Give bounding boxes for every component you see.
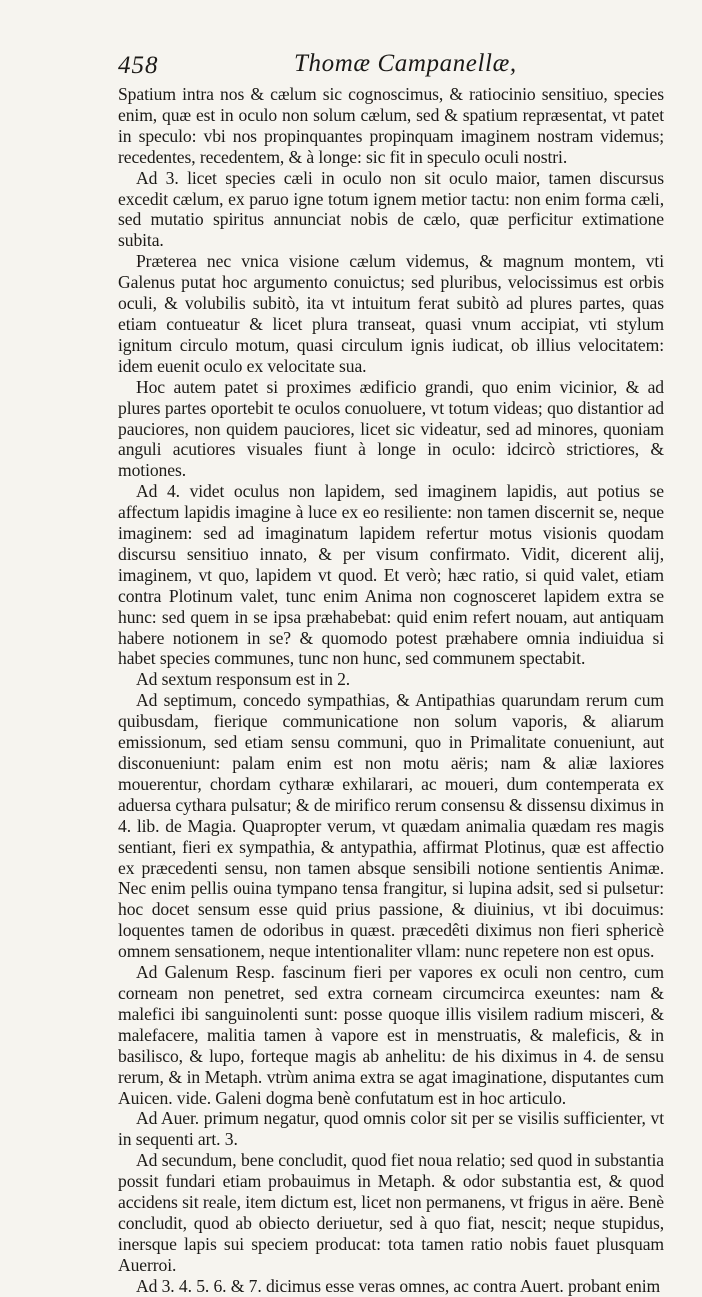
paragraph-ad-sextum: Ad sextum responsum est in 2.: [136, 669, 351, 690]
paragraph-ad-secundum: Ad secundum, bene concludit, quod fiet noua relatio; sed quod in substantia possit fundari etiam probauimus in Metaph. & odor substantia est, & quod accidens sit reale, item dictum est, licet non permanens, vt frigus in aëre. Benè concludit, quod ab obiecto deriuetur, sed à quo fiat, nescit; neque stupidus, inersque lapis sui speciem producat: tota tamen ratio nobis fauet plusquam Auerroi.: [118, 1150, 664, 1275]
text-body: [118, 84, 664, 1297]
running-title: Thomæ Campanellæ,: [294, 50, 517, 77]
paragraph-ad-4: Ad 4. videt oculus non lapidem, sed imaginem lapidis, aut potius se affectum lapidis imagine à luce ex eo resiliente: non tamen discernit se, neque imaginem: sed ad imaginatum lapidem refertur motus visionis quodam discursu sensitiuo innato, & per visum confirmato. Vidit, dicerent alij, imaginem, vt quo, lapidem vt quod. Et verò; hæc ratio, si quid valet, etiam contra Plotinum valet, tunc enim Anima non cognosceret lapidem extra se hunc: sed quem in se ipsa præhabebat: quid enim refert nouam, aut antiquam habere notionem in se? & quomodo potest præhabere omnia indiuidua si habet species communes, tunc non hunc, sed communem spectabit.: [118, 481, 664, 669]
paragraph-ad-auer: Ad Auer. primum negatur, quod omnis color sit per se visilis sufficienter, vt in sequenti art. 3.: [118, 1108, 664, 1150]
paragraph-hoc-autem: Hoc autem patet si proximes ædificio grandi, quo enim vicinior, & ad plures partes oportebit te oculos conuoluere, vt totum videas; quo distantior ad pauciores, non quidem pauciores, licet sic videatur, sed ad minores, quoniam anguli acutiores visuales fiunt à longe in oculo: idcircò strictiores, & motiones.: [118, 376, 664, 481]
paragraph-spatium: Spatium intra nos & cælum sic cognoscimus, & ratiocinio sensitiuo, species enim, quæ est in oculo non solum cælum, sed & spatium repræsentat, vt patet in speculo: vbi nos propinquantes propinquam imaginem nostram videmus; recedentes, recedentem, & à longe: sic fit in speculo oculi nostri.: [118, 84, 664, 167]
paragraph-praeterea: Præterea nec vnica visione cælum videmus, & magnum montem, vti Galenus putat hoc argumento conuictus; sed pluribus, velocissimus est orbis oculi, & volubilis subitò, ita vt intuitum ferat subitò ad plures partes, quas etiam contueatur & licet plura transeat, quasi vnum accipiat, vti stylum ignitum circulo motum, quasi circulum ignis iudicat, ob illius velocitatem: idem euenit oculo ex velocitate sua.: [118, 251, 664, 376]
page-number: 458: [118, 52, 159, 79]
paragraph-ad-3: Ad 3. licet species cæli in oculo non sit oculo maior, tamen discursus excedit cælum, ex paruo igne totum ignem metior tactu: non enim forma cæli, sed mutatio spiritus annunciat nobis de cælo, quæ perficitur extimatione subita.: [118, 167, 664, 251]
paragraph-ad-3-7: Ad 3. 4. 5. 6. & 7. dicimus esse veras omnes, ac contra Auert. probant enim: [136, 1275, 661, 1296]
running-head: [118, 50, 664, 84]
paragraph-ad-galenum: Ad Galenum Resp. fascinum fieri per vapores ex oculi non centro, cum corneam non penetret, sed extra corneam circumcirca exeuntes: nam & malefici ibi sanguinolenti sunt: posse quoque illis visilem radium misceri, & malefacere, malitia tamen à vapore est in menstruatis, & maleficis, & in basilisco, & lupo, forteque magis ab anhelitu: de his diximus in 4. de sensu rerum, & in Metaph. vtrùm anima extra se agat imaginatione, disputantes cum Auicen. vide. Galeni dogma benè confutatum est in hoc articulo.: [118, 962, 664, 1108]
paragraph-ad-septimum: Ad septimum, concedo sympathias, & Antipathias quarundam rerum cum quibusdam, fierique communicatione non solum vaporis, & aliarum emissionum, sed etiam sensu communi, quo in Primalitate conueniunt, aut disconueniunt: palam enim est non motu aëris; nam & aliæ laxiores mouerentur, chordam cytharæ exhilarari, ac moueri, dum contemperata ex aduersa cythara pulsatur; & de mirifico rerum consensu & dissensu diximus in 4. lib. de Magia. Quapropter verum, vt quædam animalia quædam res magis sentiant, fieri ex sympathia, & antypathia, affirmat Plotinus, quæ est affectio ex præcedenti sensu, non tamen absque sensibili notione sentientis Animæ. Nec enim pellis ouina tympano tensa frangitur, si lupina adsit, sed si pulsetur: hoc docet sensum esse quid prius passione, & diuinius, vt ibi docuimus: loquentes tamen de odoribus in quæst. præcedêti diximus non fieri sphericè omnem sensationem, neque intentionaliter vllam: nunc repetere non est opus.: [118, 690, 664, 962]
